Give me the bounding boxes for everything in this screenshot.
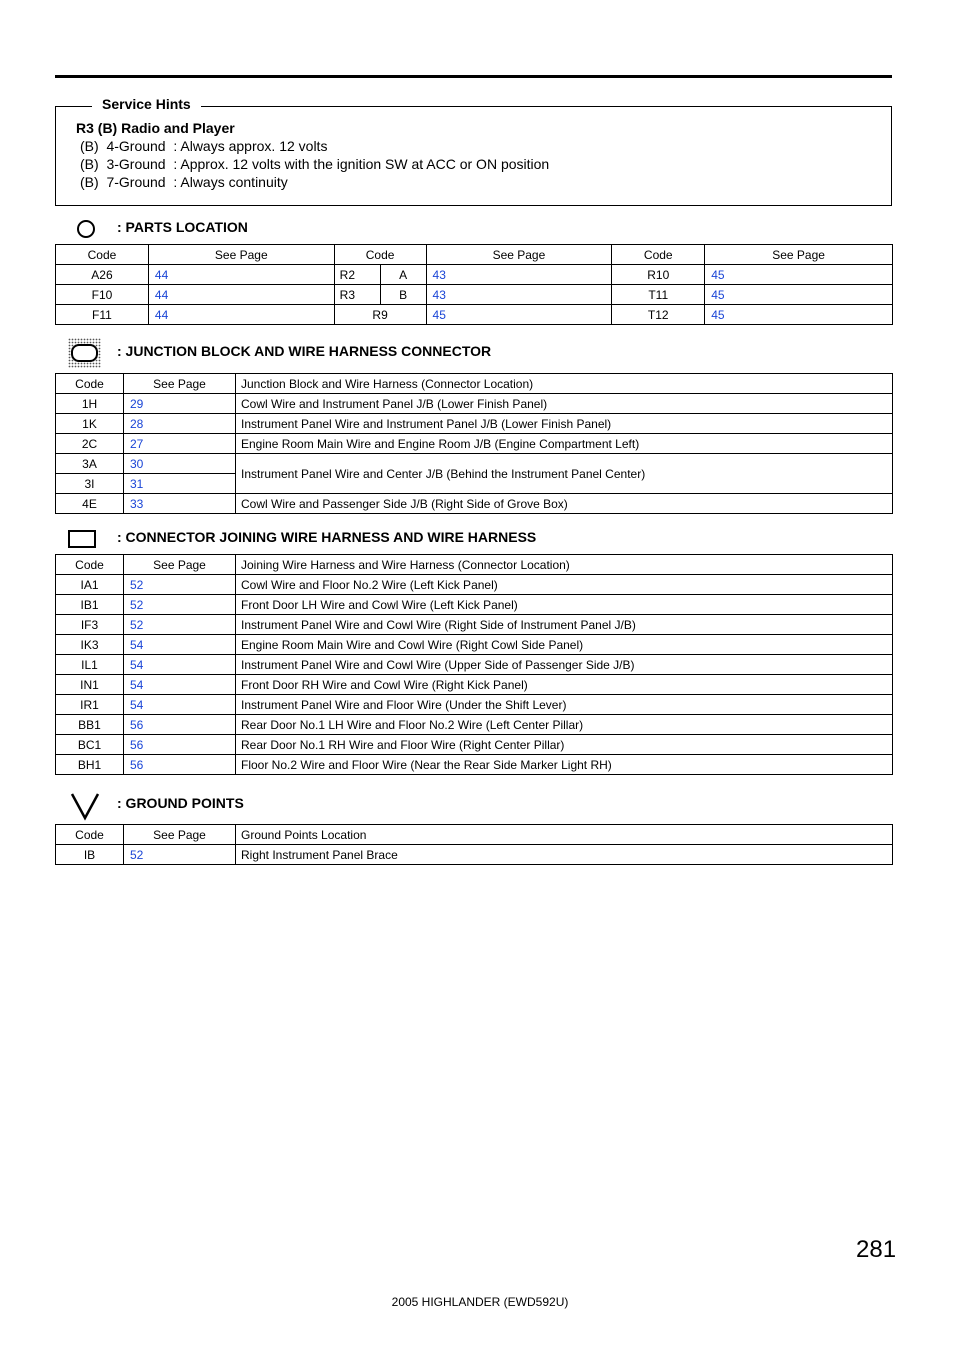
location-cell: Instrument Panel Wire and Cowl Wire (Right Side of Instrument Panel J/B) xyxy=(236,615,893,635)
location-cell: Front Door RH Wire and Cowl Wire (Right Kick Panel) xyxy=(236,675,893,695)
code-cell: BH1 xyxy=(56,755,124,775)
connector-joining-rectangle-icon xyxy=(68,530,96,548)
page-link[interactable]: 44 xyxy=(148,265,334,285)
table-row xyxy=(56,715,893,735)
col-header-code: Code xyxy=(612,245,705,265)
hint-row: (B) 4-Ground : Always approx. 12 volts xyxy=(80,138,328,154)
col-header-see-page: See Page xyxy=(124,825,236,845)
code-cell: IL1 xyxy=(56,655,124,675)
code-cell: BB1 xyxy=(56,715,124,735)
page-link[interactable]: 52 xyxy=(124,575,236,595)
table-row xyxy=(56,394,893,414)
page-link[interactable]: 45 xyxy=(705,285,893,305)
page-link[interactable]: 52 xyxy=(124,595,236,615)
code-cell: 3I xyxy=(56,474,124,494)
code-cell: F11 xyxy=(56,305,149,325)
code-cell: R2 xyxy=(334,265,380,285)
code-cell: 1K xyxy=(56,414,124,434)
table-row xyxy=(56,735,893,755)
table-row xyxy=(56,265,893,285)
code-cell: IR1 xyxy=(56,695,124,715)
page-link[interactable]: 31 xyxy=(124,474,236,494)
location-cell: Engine Room Main Wire and Engine Room J/B (Engine Compartment Left) xyxy=(236,434,893,454)
page-link[interactable]: 54 xyxy=(124,675,236,695)
code-suffix-cell: B xyxy=(380,285,426,305)
page-link[interactable]: 56 xyxy=(124,755,236,775)
page-link[interactable]: 43 xyxy=(426,285,612,305)
page-link[interactable]: 45 xyxy=(705,265,893,285)
location-cell: Rear Door No.1 LH Wire and Floor No.2 Wire (Left Center Pillar) xyxy=(236,715,893,735)
col-header-see-page: See Page xyxy=(148,245,334,265)
code-cell: T11 xyxy=(612,285,705,305)
table-header-row xyxy=(56,825,893,845)
code-cell: 2C xyxy=(56,434,124,454)
ground-point-triangle-icon xyxy=(70,791,100,821)
page-link[interactable]: 43 xyxy=(426,265,612,285)
col-header-see-page: See Page xyxy=(124,374,236,394)
code-cell: R10 xyxy=(612,265,705,285)
location-cell: Right Instrument Panel Brace xyxy=(236,845,893,865)
hint-row: (B) 7-Ground : Always continuity xyxy=(80,174,288,190)
page-link[interactable]: 33 xyxy=(124,494,236,514)
table-row xyxy=(56,305,893,325)
junction-block-table xyxy=(55,373,893,514)
service-hints-heading: R3 (B) Radio and Player xyxy=(76,120,235,136)
code-cell: IB1 xyxy=(56,595,124,615)
page-number: 281 xyxy=(856,1236,897,1263)
table-row xyxy=(56,285,893,305)
ground-points-title: : GROUND POINTS xyxy=(117,795,244,811)
page-link[interactable]: 30 xyxy=(124,454,236,474)
table-header-row xyxy=(56,374,893,394)
code-cell: 3A xyxy=(56,454,124,474)
top-rule xyxy=(55,75,892,78)
table-row xyxy=(56,845,893,865)
code-cell: IF3 xyxy=(56,615,124,635)
service-hints-box xyxy=(55,96,892,206)
location-cell: Instrument Panel Wire and Center J/B (Behind the Instrument Panel Center) xyxy=(236,454,893,494)
code-cell: 4E xyxy=(56,494,124,514)
table-row xyxy=(56,675,893,695)
code-cell: R3 xyxy=(334,285,380,305)
junction-block-title: : JUNCTION BLOCK AND WIRE HARNESS CONNECTOR xyxy=(117,343,492,359)
table-row xyxy=(56,635,893,655)
col-header-code: Code xyxy=(56,245,149,265)
parts-location-circle-icon xyxy=(76,219,96,239)
page-link[interactable]: 52 xyxy=(124,845,236,865)
code-cell: A26 xyxy=(56,265,149,285)
col-header-code: Code xyxy=(334,245,426,265)
page-link[interactable]: 56 xyxy=(124,735,236,755)
hint-row: (B) 3-Ground : Approx. 12 volts with the ignition SW at ACC or ON position xyxy=(80,156,550,172)
page-link[interactable]: 27 xyxy=(124,434,236,454)
col-header-code: Code xyxy=(56,555,124,575)
col-header-location: Joining Wire Harness and Wire Harness (Connector Location) xyxy=(236,555,893,575)
code-cell: IN1 xyxy=(56,675,124,695)
table-row xyxy=(56,755,893,775)
table-row xyxy=(56,454,893,474)
col-header-code: Code xyxy=(56,374,124,394)
code-cell: 1H xyxy=(56,394,124,414)
code-cell: IK3 xyxy=(56,635,124,655)
ground-points-table xyxy=(55,824,893,865)
page-link[interactable]: 44 xyxy=(148,305,334,325)
col-header-see-page: See Page xyxy=(426,245,612,265)
page-link[interactable]: 56 xyxy=(124,715,236,735)
table-row xyxy=(56,655,893,675)
location-cell: Cowl Wire and Floor No.2 Wire (Left Kick Panel) xyxy=(236,575,893,595)
location-cell: Cowl Wire and Instrument Panel J/B (Lower Finish Panel) xyxy=(236,394,893,414)
connector-joining-title: : CONNECTOR JOINING WIRE HARNESS AND WIRE HARNESS xyxy=(117,529,537,545)
page-link[interactable]: 45 xyxy=(705,305,893,325)
service-hints-title: Service Hints xyxy=(92,96,201,112)
location-cell: Front Door LH Wire and Cowl Wire (Left Kick Panel) xyxy=(236,595,893,615)
location-cell: Cowl Wire and Passenger Side J/B (Right Side of Grove Box) xyxy=(236,494,893,514)
table-row xyxy=(56,414,893,434)
page-link[interactable]: 29 xyxy=(124,394,236,414)
connector-joining-table xyxy=(55,554,893,775)
junction-block-symbol-icon xyxy=(68,338,101,368)
code-cell: R9 xyxy=(334,305,426,325)
table-row xyxy=(56,595,893,615)
location-cell: Rear Door No.1 RH Wire and Floor Wire (Right Center Pillar) xyxy=(236,735,893,755)
table-row xyxy=(56,575,893,595)
page-link[interactable]: 54 xyxy=(124,635,236,655)
location-cell: Instrument Panel Wire and Floor Wire (Under the Shift Lever) xyxy=(236,695,893,715)
table-row xyxy=(56,434,893,454)
code-suffix-cell: A xyxy=(380,265,426,285)
page-link[interactable]: 28 xyxy=(124,414,236,434)
code-cell: BC1 xyxy=(56,735,124,755)
parts-location-table xyxy=(55,244,893,325)
col-header-location: Ground Points Location xyxy=(236,825,893,845)
table-row xyxy=(56,615,893,635)
location-cell: Instrument Panel Wire and Instrument Panel J/B (Lower Finish Panel) xyxy=(236,414,893,434)
code-cell: IB xyxy=(56,845,124,865)
page-link[interactable]: 54 xyxy=(124,695,236,715)
code-cell: F10 xyxy=(56,285,149,305)
code-cell: IA1 xyxy=(56,575,124,595)
col-header-code: Code xyxy=(56,825,124,845)
location-cell: Engine Room Main Wire and Cowl Wire (Right Cowl Side Panel) xyxy=(236,635,893,655)
code-cell: T12 xyxy=(612,305,705,325)
page-link[interactable]: 45 xyxy=(426,305,612,325)
table-row xyxy=(56,695,893,715)
table-row xyxy=(56,494,893,514)
footer-text: 2005 HIGHLANDER (EWD592U) xyxy=(391,1295,569,1309)
table-header-row xyxy=(56,245,893,265)
table-header-row xyxy=(56,555,893,575)
page-link[interactable]: 54 xyxy=(124,655,236,675)
location-cell: Floor No.2 Wire and Floor Wire (Near the Rear Side Marker Light RH) xyxy=(236,755,893,775)
location-cell: Instrument Panel Wire and Cowl Wire (Upper Side of Passenger Side J/B) xyxy=(236,655,893,675)
col-header-see-page: See Page xyxy=(705,245,893,265)
page-link[interactable]: 52 xyxy=(124,615,236,635)
col-header-location: Junction Block and Wire Harness (Connector Location) xyxy=(236,374,893,394)
page-link[interactable]: 44 xyxy=(148,285,334,305)
parts-location-title: : PARTS LOCATION xyxy=(117,219,248,235)
col-header-see-page: See Page xyxy=(124,555,236,575)
